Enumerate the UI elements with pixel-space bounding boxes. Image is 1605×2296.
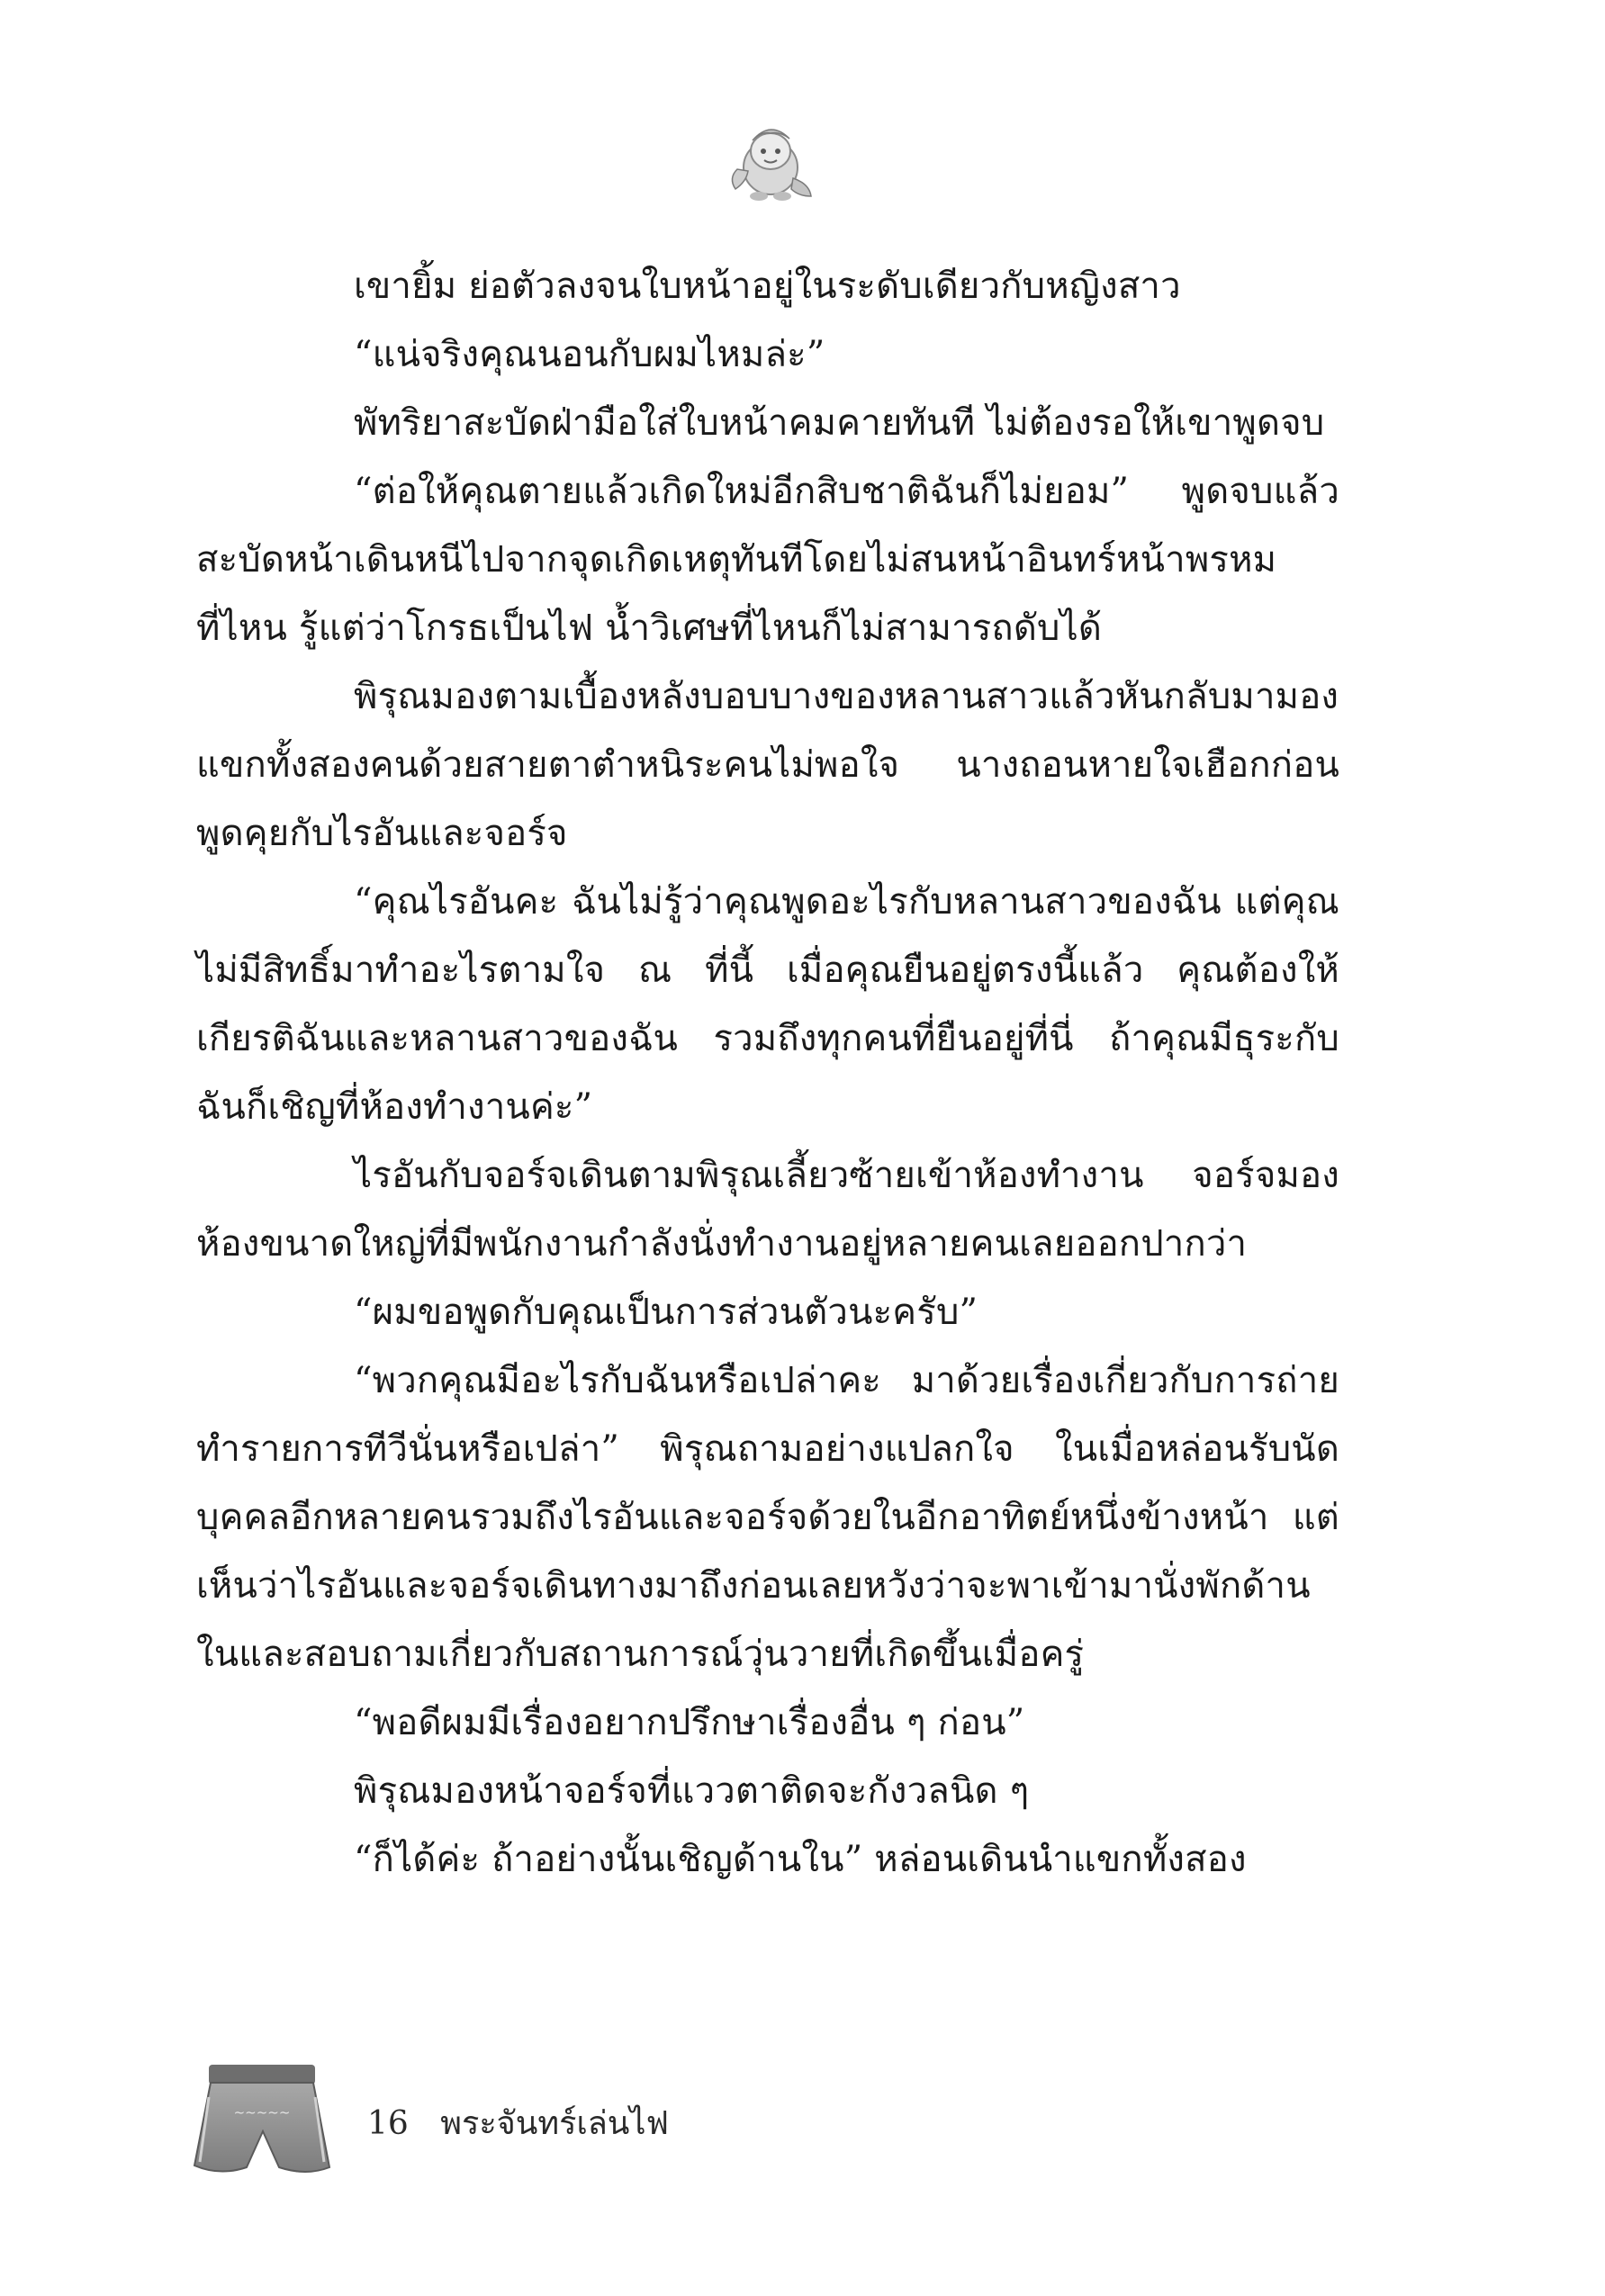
paragraph: ไรอันกับจอร์จเดินตามพิรุณเลี้ยวซ้ายเข้าห้องทำงาน จอร์จมองห้องขนาดใหญ่ที่มีพนักงานกำลังนั่งทำงานอยู่หลายคนเลยออกปากว่า [196,1155,1339,1265]
boxing-shorts-icon [189,2061,333,2187]
footer-caption [367,2097,669,2148]
cartoon-character-icon [721,115,820,205]
svg-text:~~~~~: ~~~~~ [233,2104,291,2120]
paragraph: “ผมขอพูดกับคุณเป็นการส่วนตัวนะครับ” [354,1292,978,1333]
paragraph: “ก็ได้ค่ะ ถ้าอย่างนั้นเชิญด้านใน” หล่อนเดินนำแขกทั้งสอง [354,1839,1247,1880]
paragraph: “ต่อให้คุณตายแล้วเกิดใหม่อีกสิบชาติฉันก็ไม่ยอม” พูดจบแล้วสะบัดหน้าเดินหนีไปจากจุดเกิดเหตุทันทีโดยไม่สนหน้าอินทร์หน้าพรหมที่ไหน รู้แต่ว่าโกรธเป็นไฟ น้ำวิเศษที่ไหนก็ไม่สามารถดับได้ [196,471,1339,649]
book-title: พระจันทร์เล่นไฟ [440,2105,670,2142]
paragraph: เขายิ้ม ย่อตัวลงจนใบหน้าอยู่ในระดับเดียวกับหญิงสาว [354,266,1181,307]
paragraph: พัทริยาสะบัดฝ่ามือใส่ใบหน้าคมคายทันที ไม่ต้องรอให้เขาพูดจบ [354,402,1325,444]
paragraph: “คุณไรอันคะ ฉันไม่รู้ว่าคุณพูดอะไรกับหลานสาวของฉัน แต่คุณไม่มีสิทธิ์มาทำอะไรตามใจ ณ ที่นี้ เมื่อคุณยืนอยู่ตรงนี้แล้ว คุณต้องให้เกียรติฉันและหลานสาวของฉัน รวมถึงทุกคนที่ยืนอยู่ที่นี่ ถ้าคุณมีธุระกับฉันก็เชิญที่ห้องทำงานค่ะ” [196,881,1339,1128]
paragraph: “พวกคุณมีอะไรกับฉันหรือเปล่าคะ มาด้วยเรื่องเกี่ยวกับการถ่ายทำรายการทีวีนั่นหรือเปล่า” พิรุณถามอย่างแปลกใจ ในเมื่อหล่อนรับนัดบุคคลอีกหลายคนรวมถึงไรอันและจอร์จด้วยในอีกอาทิตย์หนึ่งข้างหน้า แต่เห็นว่าไรอันและจอร์จเดินทางมาถึงก่อนเลยหวังว่าจะพาเข้ามานั่งพักด้านในและสอบถามเกี่ยวกับสถานการณ์วุ่นวายที่เกิดขึ้นเมื่อครู่ [196,1360,1339,1675]
page-number: 16 [367,2105,409,2142]
page-footer [189,2061,819,2187]
paragraph: “แน่จริงคุณนอนกับผมไหมล่ะ” [354,334,825,375]
paragraph: พิรุณมองตามเบื้องหลังบอบบางของหลานสาวแล้วหันกลับมามองแขกทั้งสองคนด้วยสายตาตำหนิระคนไม่พอใจ นางถอนหายใจเฮือกก่อนพูดคุยกับไรอันและจอร์จ [196,676,1339,854]
paragraph: “พอดีผมมีเรื่องอยากปรึกษาเรื่องอื่น ๆ ก่อน” [354,1702,1025,1743]
paragraph: พิรุณมองหน้าจอร์จที่แววตาติดจะกังวลนิด ๆ [354,1770,1030,1812]
body-text [196,252,1339,1894]
